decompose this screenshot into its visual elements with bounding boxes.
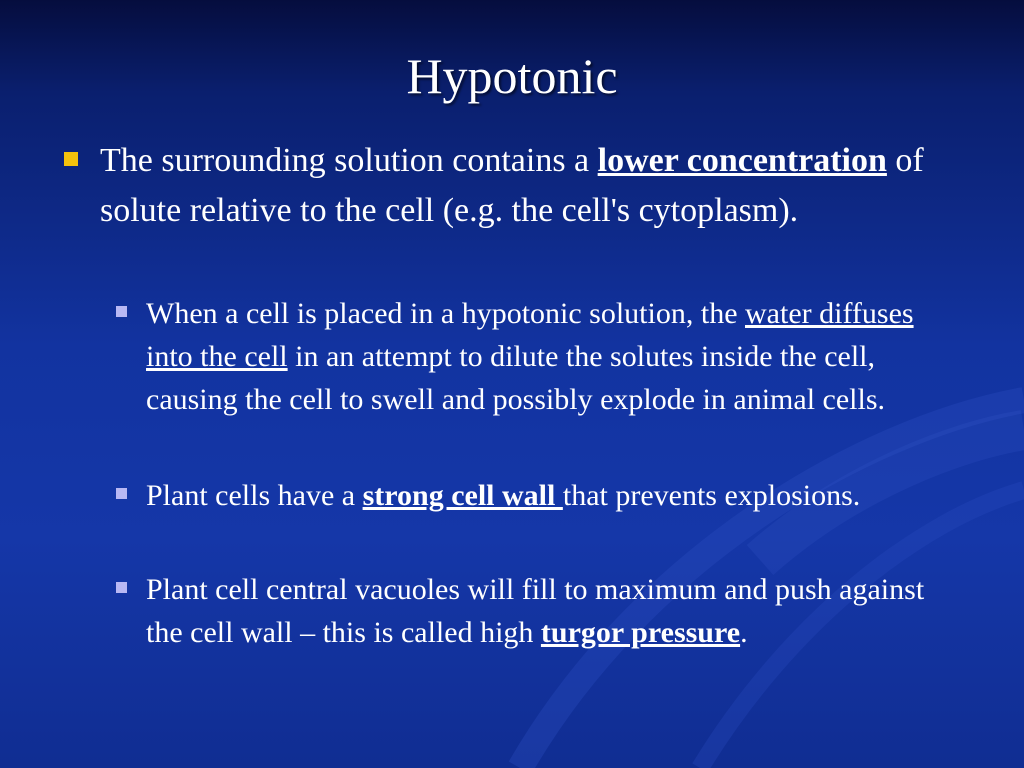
- sub-bullet-2-emphasis: strong cell wall: [362, 479, 563, 512]
- bullet-main-text-part1: The surrounding solution contains a: [100, 142, 598, 179]
- square-bullet-icon: [116, 582, 127, 593]
- sub-bullet-3-text: [146, 568, 966, 654]
- sub-bullet-1-part2: in an attempt to dilute the solutes inside the cell, causing the cell to swell and possibly explode in animal cells.: [146, 340, 885, 416]
- bullet-main-text-part2: of solute relative to the cell (e.g. the cell's cytoplasm).: [100, 142, 924, 229]
- square-bullet-icon: [116, 488, 127, 499]
- sub-bullet-3-emphasis: turgor pressure: [540, 616, 741, 649]
- sub-bullet-1-emphasis: water diffuses into the cell: [146, 297, 914, 373]
- sub-bullet-1-part1: When a cell is placed in a hypotonic solution, the: [146, 297, 746, 330]
- sub-bullet-1: [116, 292, 966, 421]
- square-bullet-icon: [64, 152, 78, 166]
- sub-bullet-2-part1: Plant cells have a: [146, 479, 363, 512]
- sub-bullet-2-text: [146, 474, 966, 517]
- sub-bullet-3-part1: Plant cell central vacuoles will fill to maximum and push against the cell wall – this is called high: [146, 573, 925, 649]
- sub-bullet-2: [116, 474, 966, 517]
- square-bullet-icon: [116, 306, 127, 317]
- bullet-main: [64, 136, 944, 236]
- slide-title: Hypotonic: [406, 48, 618, 104]
- sub-bullet-1-text: [146, 292, 966, 421]
- sub-bullet-2-part2: that prevents explosions.: [562, 479, 861, 512]
- sub-bullet-3-part2: .: [740, 616, 748, 649]
- bullet-main-text: [100, 136, 944, 236]
- sub-bullet-3: [116, 568, 966, 654]
- bullet-main-emphasis: lower concentration: [597, 142, 887, 179]
